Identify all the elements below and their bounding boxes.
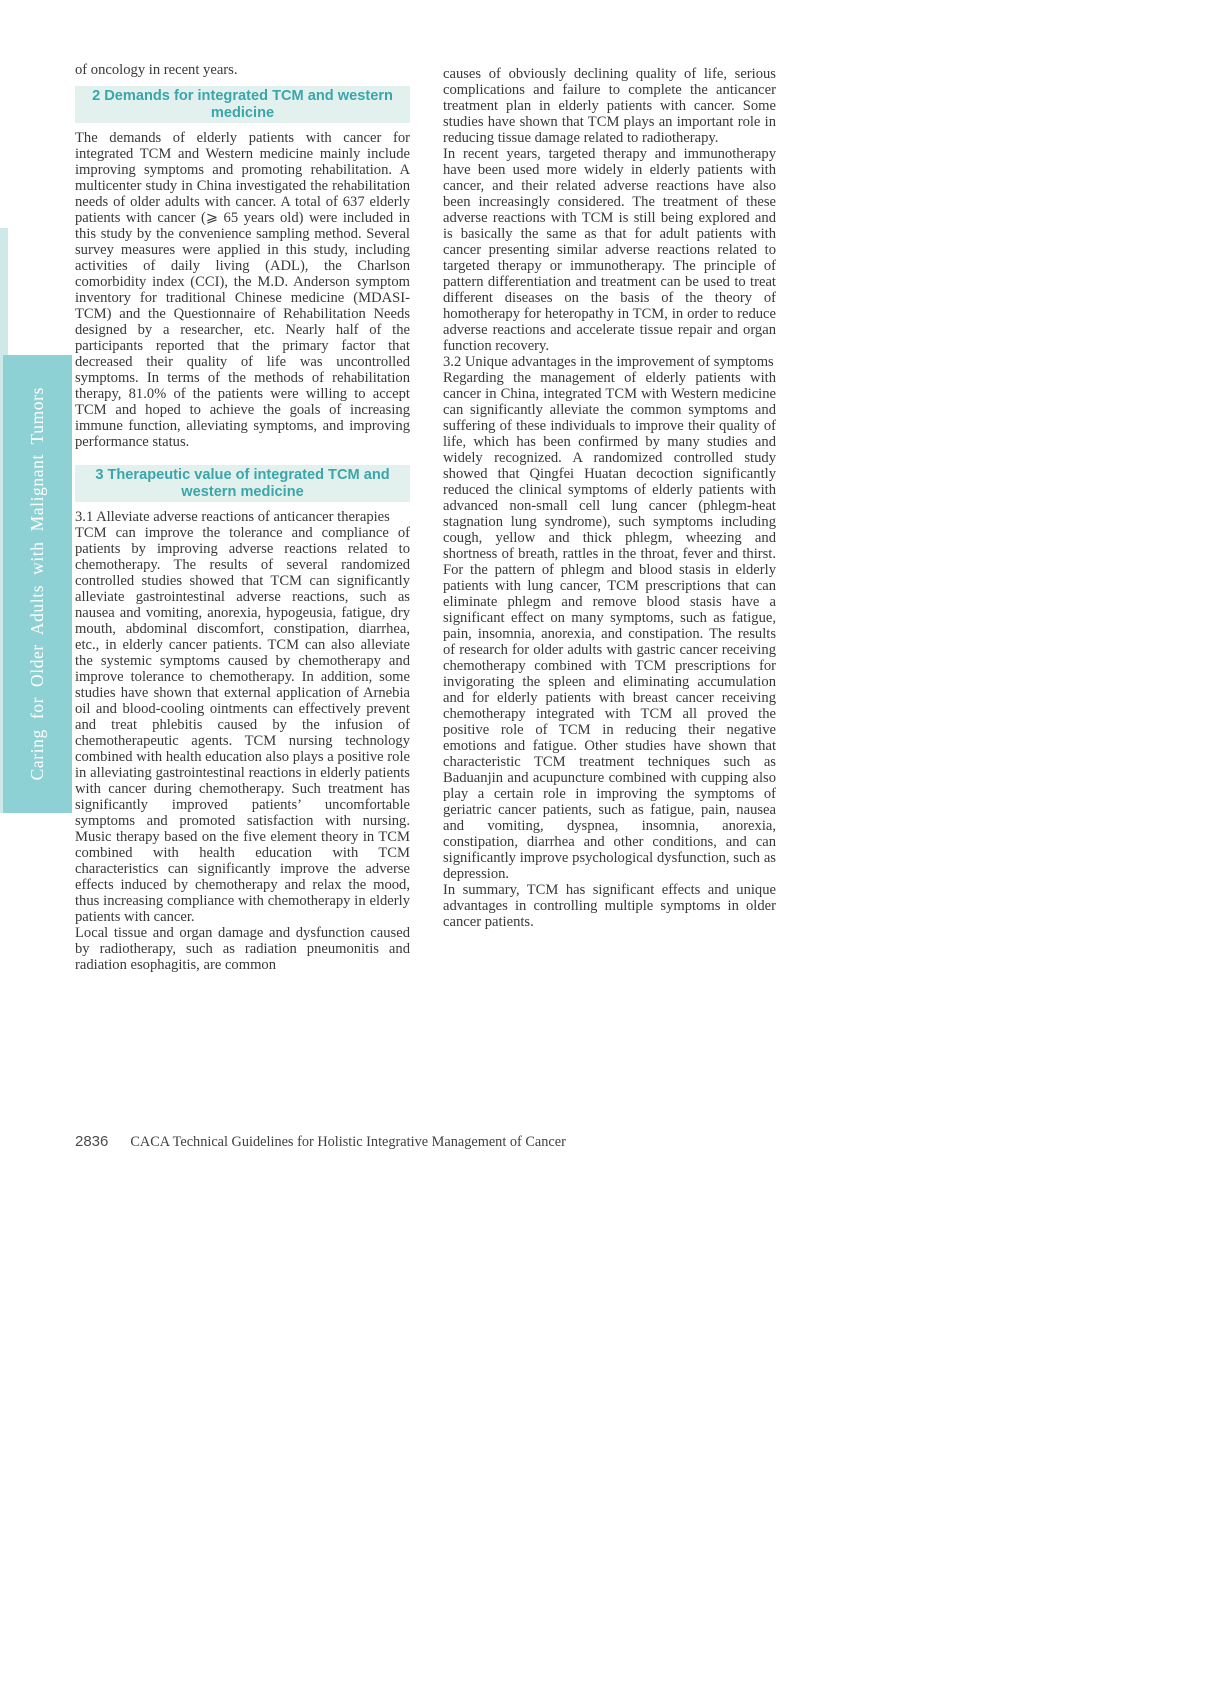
section-3-2-subheading: 3.2 Unique advantages in the improvement of symptoms: [443, 354, 774, 370]
section-3-1-subheading: 3.1 Alleviate adverse reactions of anticancer therapies: [75, 509, 390, 525]
sidebar-vertical-label: Caring for Older Adults with Malignant Tumors: [27, 387, 47, 781]
summary-paragraph: In summary, TCM has significant effects and unique advantages in controlling multiple symptoms in older cancer patients.: [443, 882, 776, 930]
right-column: [443, 66, 776, 930]
section-2-heading: 2 Demands for integrated TCM and western medicine: [75, 86, 410, 123]
section-3-2-paragraph: Regarding the management of elderly patients with cancer in China, integrated TCM with Western medicine can significantly alleviate the common symptoms and suffering of these individuals to improve their quality of life, which has been confirmed by many studies and widely recognized. A randomized controlled study showed that Qingfei Huatan decoction significantly reduced the clinical symptoms of elderly patients with advanced non-small cell lung cancer (phlegm-heat stagnation lung syndrome), such symptoms including cough, yellow and thick phlegm, wheezing and shortness of breath, rattles in the throat, fever and thirst. For the pattern of phlegm and blood stasis in elderly patients with lung cancer, TCM prescriptions that can eliminate phlegm and remove blood stasis have a significant effect on many symptoms, such as fatigue, pain, insomnia, anorexia, and constipation. The results of research for older adults with gastric cancer receiving chemotherapy combined with TCM prescriptions for invigorating the spleen and eliminating accumulation and for elderly patients with breast cancer receiving chemotherapy integrated with TCM all proved the positive role of TCM in reducing their negative emotions and fatigue. Other studies have shown that characteristic TCM treatment techniques such as Baduanjin and acupuncture combined with cupping also play a certain role in improving the symptoms of geriatric cancer patients, such as fatigue, pain, nausea and vomiting, dyspnea, insomnia, anorexia, constipation, diarrhea and other conditions, and can significantly improve psychological dysfunction, such as depression.: [443, 370, 776, 882]
radiotherapy-continuation-paragraph: causes of obviously declining quality of life, serious complications and failure to complete the anticancer treatment plan in elderly patients with cancer. Some studies have shown that TCM plays an important role in reducing tissue damage related to radiotherapy.: [443, 66, 776, 146]
section-2-paragraph: The demands of elderly patients with cancer for integrated TCM and Western medicine mainly include improving symptoms and promoting rehabilitation. A multicenter study in China investigated the rehabilitation needs of older adults with cancer. A total of 637 elderly patients with cancer (⩾ 65 years old) were included in this study by the convenience sampling method. Several survey measures were applied in this study, including activities of daily living (ADL), the Charlson comorbidity index (CCI), the M.D. Anderson symptom inventory for traditional Chinese medicine (MDASI-TCM) and the Questionnaire of Rehabilitation Needs designed by a researcher, etc. Nearly half of the participants reported that the primary factor that decreased their quality of life was uncontrolled symptoms. In terms of the methods of rehabilitation therapy, 81.0% of the patients were willing to accept TCM and hoped to achieve the goals of increasing immune function, alleviating symptoms, and improving performance status.: [75, 130, 410, 450]
section-3-heading: 3 Therapeutic value of integrated TCM and western medicine: [75, 465, 410, 502]
page-footer: [75, 1133, 566, 1151]
page-number: 2836: [75, 1133, 109, 1150]
targeted-therapy-paragraph: In recent years, targeted therapy and immunotherapy have been used more widely in elderly patients with cancer, and their related adverse reactions have also been increasingly considered. The treatment of these adverse reactions with TCM is still being explored and is basically the same as that for adult patients with cancer presenting similar adverse reactions related to targeted therapy or immunotherapy. The principle of pattern differentiation and treatment can be used to treat different diseases on the basis of the theory of homotherapy for heteropathy in TCM, in order to reduce adverse reactions and accelerate tissue repair and organ function recovery.: [443, 146, 776, 354]
radiotherapy-paragraph: Local tissue and organ damage and dysfunction caused by radiotherapy, such as radiation pneumonitis and radiation esophagitis, are common: [75, 925, 410, 973]
sidebar-tab: [3, 355, 72, 813]
intro-line: of oncology in recent years.: [75, 62, 238, 78]
section-3-1-paragraph: TCM can improve the tolerance and compliance of patients by improving adverse reactions related to chemotherapy. The results of several randomized controlled studies showed that TCM can significantly alleviate gastrointestinal adverse reactions, such as nausea and vomiting, anorexia, hypogeusia, fatigue, dry mouth, abdominal discomfort, constipation, diarrhea, etc., in elderly cancer patients. TCM can also alleviate the systemic symptoms caused by chemotherapy and improve tolerance to chemotherapy. In addition, some studies have shown that external application of Arnebia oil and blood-cooling ointments can effectively prevent and treat phlebitis caused by the infusion of chemotherapeutic agents. TCM nursing technology combined with health education also plays a positive role in alleviating gastrointestinal reactions in elderly patients with cancer during chemotherapy. Such treatment has significantly improved patients’ uncomfortable symptoms and promoted satisfaction with nursing. Music therapy based on the five element theory in TCM combined with health education with TCM characteristics can significantly improve the adverse effects induced by chemotherapy and relax the mood, thus increasing compliance with chemotherapy in elderly patients with cancer.: [75, 525, 410, 925]
left-column: [75, 62, 410, 973]
running-title: CACA Technical Guidelines for Holistic Integrative Management of Cancer: [130, 1134, 566, 1150]
